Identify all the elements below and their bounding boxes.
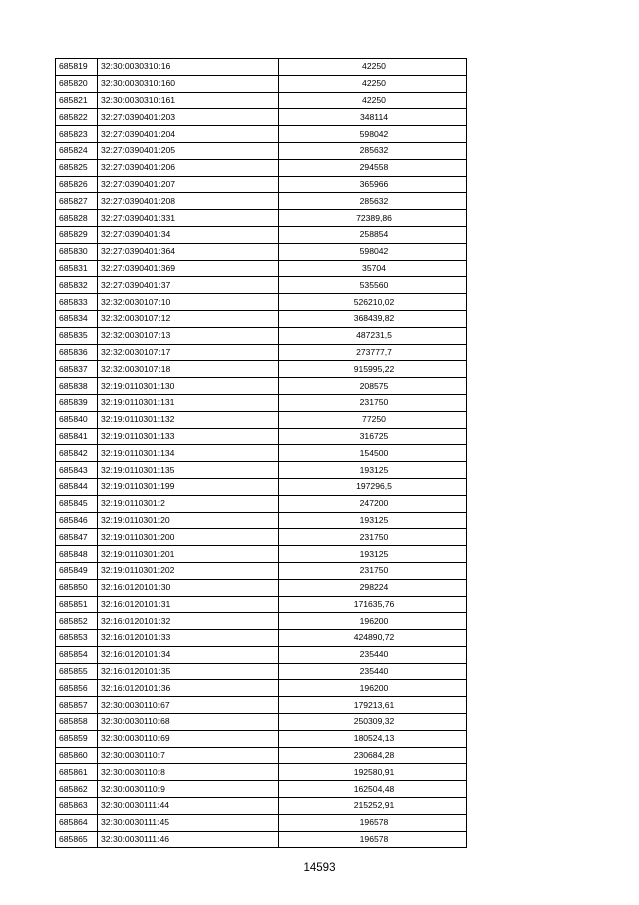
value-cell: 180524,13 [279, 730, 467, 747]
row-number-cell: 685827 [56, 193, 98, 210]
row-number-cell: 685856 [56, 680, 98, 697]
table-row [56, 781, 467, 798]
table-row [56, 260, 467, 277]
cadastral-number-cell: 32:19:0110301:202 [98, 562, 279, 579]
value-cell: 250309,32 [279, 714, 467, 731]
value-cell: 235440 [279, 663, 467, 680]
cadastral-number-cell: 32:30:0030110:7 [98, 747, 279, 764]
row-number-cell: 685825 [56, 159, 98, 176]
table-row [56, 546, 467, 563]
cadastral-number-cell: 32:27:0390401:369 [98, 260, 279, 277]
table-row [56, 730, 467, 747]
table-row [56, 394, 467, 411]
table-row [56, 327, 467, 344]
cadastral-number-cell: 32:30:0030310:160 [98, 75, 279, 92]
table-row [56, 126, 467, 143]
table-row [56, 596, 467, 613]
row-number-cell: 685861 [56, 764, 98, 781]
row-number-cell: 685843 [56, 462, 98, 479]
cadastral-number-cell: 32:19:0110301:20 [98, 512, 279, 529]
cadastral-number-cell: 32:19:0110301:133 [98, 428, 279, 445]
cadastral-number-cell: 32:27:0390401:364 [98, 243, 279, 260]
row-number-cell: 685822 [56, 109, 98, 126]
row-number-cell: 685828 [56, 210, 98, 227]
table-row [56, 714, 467, 731]
value-cell: 208575 [279, 378, 467, 395]
row-number-cell: 685859 [56, 730, 98, 747]
value-cell: 179213,61 [279, 697, 467, 714]
row-number-cell: 685857 [56, 697, 98, 714]
row-number-cell: 685865 [56, 831, 98, 848]
cadastral-number-cell: 32:16:0120101:36 [98, 680, 279, 697]
value-cell: 231750 [279, 562, 467, 579]
cadastral-number-cell: 32:32:0030107:12 [98, 310, 279, 327]
table-row [56, 176, 467, 193]
value-cell: 298224 [279, 579, 467, 596]
value-cell: 258854 [279, 226, 467, 243]
row-number-cell: 685852 [56, 613, 98, 630]
cadastral-number-cell: 32:32:0030107:13 [98, 327, 279, 344]
row-number-cell: 685841 [56, 428, 98, 445]
row-number-cell: 685839 [56, 394, 98, 411]
table-row [56, 512, 467, 529]
row-number-cell: 685834 [56, 310, 98, 327]
cadastral-number-cell: 32:30:0030111:46 [98, 831, 279, 848]
row-number-cell: 685845 [56, 495, 98, 512]
value-cell: 196578 [279, 814, 467, 831]
cadastral-number-cell: 32:27:0390401:205 [98, 142, 279, 159]
row-number-cell: 685860 [56, 747, 98, 764]
cadastral-number-cell: 32:16:0120101:31 [98, 596, 279, 613]
cadastral-number-cell: 32:16:0120101:32 [98, 613, 279, 630]
value-cell: 285632 [279, 193, 467, 210]
table-row [56, 663, 467, 680]
value-cell: 162504,48 [279, 781, 467, 798]
cadastral-number-cell: 32:32:0030107:18 [98, 361, 279, 378]
row-number-cell: 685847 [56, 529, 98, 546]
row-number-cell: 685864 [56, 814, 98, 831]
table-row [56, 579, 467, 596]
table-body [56, 59, 467, 848]
table-row [56, 193, 467, 210]
row-number-cell: 685826 [56, 176, 98, 193]
table-row [56, 277, 467, 294]
table-row [56, 630, 467, 647]
cadastral-value-table [55, 58, 467, 848]
cadastral-number-cell: 32:16:0120101:33 [98, 630, 279, 647]
table-row [56, 445, 467, 462]
table-row [56, 159, 467, 176]
cadastral-number-cell: 32:19:0110301:131 [98, 394, 279, 411]
cadastral-number-cell: 32:19:0110301:132 [98, 411, 279, 428]
value-cell: 215252,91 [279, 798, 467, 815]
cadastral-number-cell: 32:30:0030110:68 [98, 714, 279, 731]
value-cell: 196578 [279, 831, 467, 848]
table-row [56, 680, 467, 697]
value-cell: 235440 [279, 646, 467, 663]
value-cell: 197296,5 [279, 478, 467, 495]
cadastral-number-cell: 32:30:0030110:9 [98, 781, 279, 798]
table-row [56, 798, 467, 815]
row-number-cell: 685836 [56, 344, 98, 361]
cadastral-number-cell: 32:27:0390401:331 [98, 210, 279, 227]
value-cell: 285632 [279, 142, 467, 159]
row-number-cell: 685824 [56, 142, 98, 159]
table-row [56, 495, 467, 512]
table-row [56, 613, 467, 630]
cadastral-number-cell: 32:30:0030110:8 [98, 764, 279, 781]
cadastral-number-cell: 32:27:0390401:37 [98, 277, 279, 294]
value-cell: 193125 [279, 462, 467, 479]
table-row [56, 814, 467, 831]
cadastral-number-cell: 32:27:0390401:203 [98, 109, 279, 126]
cadastral-number-cell: 32:30:0030111:44 [98, 798, 279, 815]
row-number-cell: 685853 [56, 630, 98, 647]
row-number-cell: 685849 [56, 562, 98, 579]
value-cell: 42250 [279, 92, 467, 109]
page-number: 14593 [303, 862, 336, 874]
table-row [56, 361, 467, 378]
table-row [56, 226, 467, 243]
row-number-cell: 685837 [56, 361, 98, 378]
value-cell: 294558 [279, 159, 467, 176]
cadastral-number-cell: 32:27:0390401:208 [98, 193, 279, 210]
value-cell: 42250 [279, 75, 467, 92]
table-row [56, 294, 467, 311]
table-row [56, 831, 467, 848]
table-row [56, 562, 467, 579]
table-row [56, 344, 467, 361]
cadastral-number-cell: 32:19:0110301:201 [98, 546, 279, 563]
row-number-cell: 685862 [56, 781, 98, 798]
cadastral-number-cell: 32:30:0030310:16 [98, 59, 279, 76]
table-row [56, 747, 467, 764]
row-number-cell: 685838 [56, 378, 98, 395]
cadastral-number-cell: 32:19:0110301:199 [98, 478, 279, 495]
value-cell: 193125 [279, 546, 467, 563]
row-number-cell: 685831 [56, 260, 98, 277]
value-cell: 192580,91 [279, 764, 467, 781]
value-cell: 171635,76 [279, 596, 467, 613]
value-cell: 154500 [279, 445, 467, 462]
table-row [56, 478, 467, 495]
row-number-cell: 685842 [56, 445, 98, 462]
table-row [56, 142, 467, 159]
table-row [56, 210, 467, 227]
table-row [56, 697, 467, 714]
value-cell: 72389,86 [279, 210, 467, 227]
value-cell: 273777,7 [279, 344, 467, 361]
row-number-cell: 685844 [56, 478, 98, 495]
value-cell: 193125 [279, 512, 467, 529]
row-number-cell: 685848 [56, 546, 98, 563]
table-row [56, 529, 467, 546]
cadastral-number-cell: 32:27:0390401:34 [98, 226, 279, 243]
value-cell: 526210,02 [279, 294, 467, 311]
table-row [56, 243, 467, 260]
cadastral-number-cell: 32:19:0110301:200 [98, 529, 279, 546]
row-number-cell: 685821 [56, 92, 98, 109]
row-number-cell: 685851 [56, 596, 98, 613]
cadastral-number-cell: 32:16:0120101:34 [98, 646, 279, 663]
value-cell: 915995,22 [279, 361, 467, 378]
table-row [56, 462, 467, 479]
row-number-cell: 685855 [56, 663, 98, 680]
value-cell: 598042 [279, 243, 467, 260]
row-number-cell: 685832 [56, 277, 98, 294]
cadastral-number-cell: 32:30:0030110:69 [98, 730, 279, 747]
cadastral-number-cell: 32:16:0120101:30 [98, 579, 279, 596]
cadastral-number-cell: 32:19:0110301:134 [98, 445, 279, 462]
cadastral-number-cell: 32:30:0030111:45 [98, 814, 279, 831]
cadastral-number-cell: 32:27:0390401:206 [98, 159, 279, 176]
table-row [56, 378, 467, 395]
cadastral-number-cell: 32:32:0030107:10 [98, 294, 279, 311]
row-number-cell: 685835 [56, 327, 98, 344]
value-cell: 348114 [279, 109, 467, 126]
row-number-cell: 685863 [56, 798, 98, 815]
table-row [56, 764, 467, 781]
value-cell: 196200 [279, 680, 467, 697]
table-row [56, 109, 467, 126]
row-number-cell: 685820 [56, 75, 98, 92]
table-row [56, 411, 467, 428]
cadastral-number-cell: 32:19:0110301:2 [98, 495, 279, 512]
cadastral-number-cell: 32:32:0030107:17 [98, 344, 279, 361]
table-row [56, 75, 467, 92]
row-number-cell: 685833 [56, 294, 98, 311]
value-cell: 487231,5 [279, 327, 467, 344]
value-cell: 230684,28 [279, 747, 467, 764]
value-cell: 196200 [279, 613, 467, 630]
value-cell: 231750 [279, 394, 467, 411]
value-cell: 316725 [279, 428, 467, 445]
row-number-cell: 685823 [56, 126, 98, 143]
value-cell: 424890,72 [279, 630, 467, 647]
value-cell: 368439,82 [279, 310, 467, 327]
table-row [56, 310, 467, 327]
value-cell: 535560 [279, 277, 467, 294]
table-row [56, 59, 467, 76]
table-row [56, 92, 467, 109]
value-cell: 247200 [279, 495, 467, 512]
cadastral-number-cell: 32:16:0120101:35 [98, 663, 279, 680]
row-number-cell: 685854 [56, 646, 98, 663]
row-number-cell: 685830 [56, 243, 98, 260]
cadastral-number-cell: 32:27:0390401:204 [98, 126, 279, 143]
cadastral-number-cell: 32:30:0030310:161 [98, 92, 279, 109]
table-row [56, 646, 467, 663]
row-number-cell: 685858 [56, 714, 98, 731]
row-number-cell: 685829 [56, 226, 98, 243]
value-cell: 365966 [279, 176, 467, 193]
cadastral-number-cell: 32:19:0110301:130 [98, 378, 279, 395]
value-cell: 598042 [279, 126, 467, 143]
row-number-cell: 685819 [56, 59, 98, 76]
value-cell: 42250 [279, 59, 467, 76]
value-cell: 35704 [279, 260, 467, 277]
table-row [56, 428, 467, 445]
value-cell: 231750 [279, 529, 467, 546]
cadastral-number-cell: 32:19:0110301:135 [98, 462, 279, 479]
cadastral-number-cell: 32:30:0030110:67 [98, 697, 279, 714]
value-cell: 77250 [279, 411, 467, 428]
row-number-cell: 685850 [56, 579, 98, 596]
row-number-cell: 685846 [56, 512, 98, 529]
row-number-cell: 685840 [56, 411, 98, 428]
cadastral-number-cell: 32:27:0390401:207 [98, 176, 279, 193]
